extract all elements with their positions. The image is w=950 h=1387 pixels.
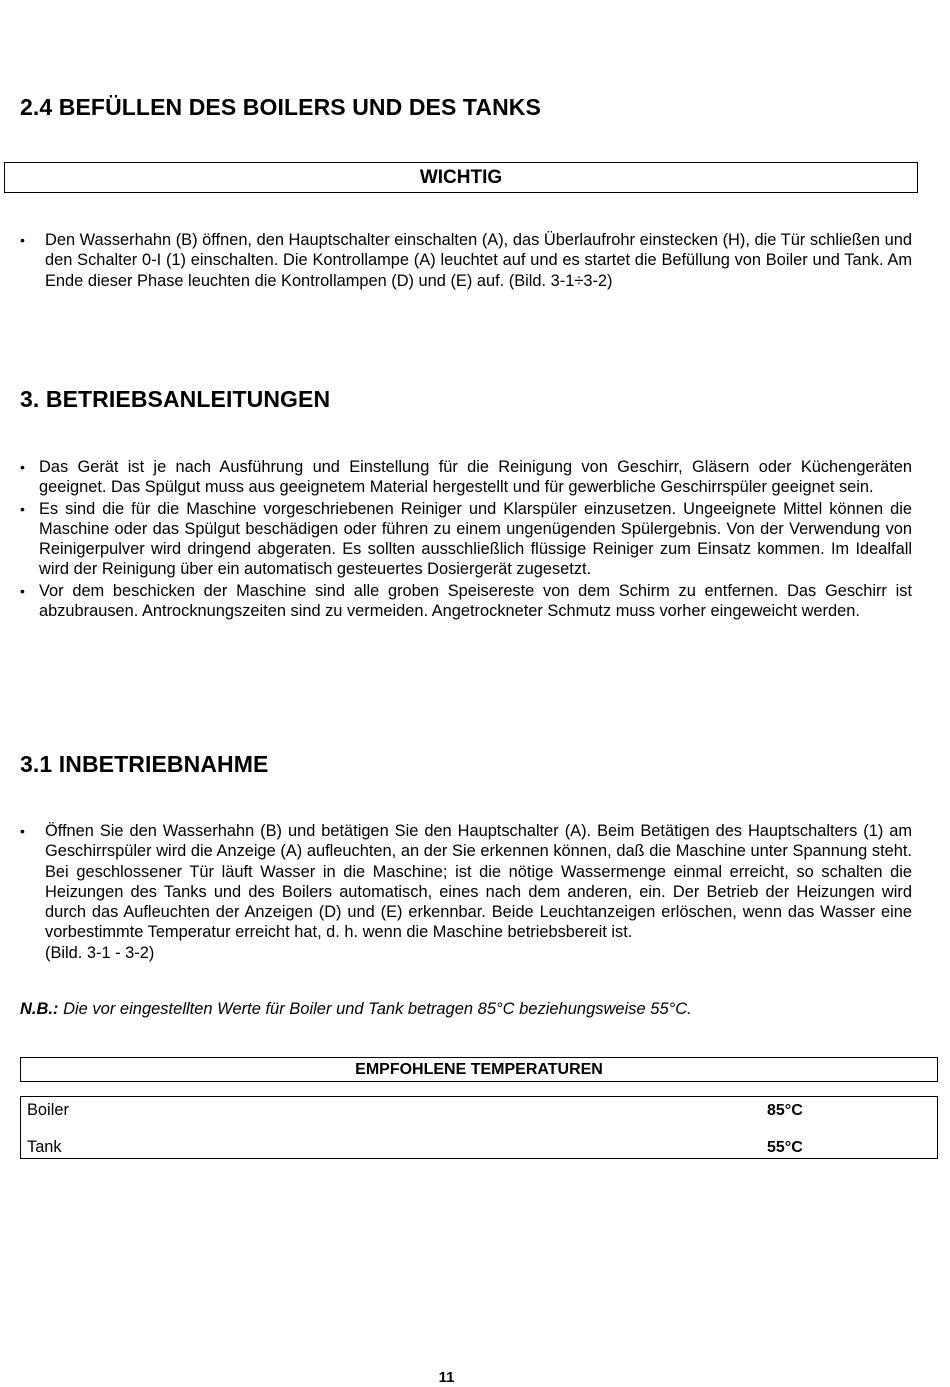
- figure-reference: (Bild. 3-1 - 3-2): [45, 943, 155, 962]
- section-2-4-heading: 2.4 BEFÜLLEN DES BOILERS UND DES TANKS: [20, 94, 541, 120]
- temperature-label-tank: Tank: [27, 1138, 62, 1156]
- section-3-heading: 3. BETRIEBSANLEITUNGEN: [20, 386, 331, 412]
- bullet-icon: •: [20, 582, 25, 599]
- list-item: [20, 457, 912, 498]
- list-item-text: Das Gerät ist je nach Ausführung und Einstellung für die Reinigung von Geschirr, Gläsern oder Küchengeräten geeignet. Das Spülgut muss aus geeignetem Material hergestellt und für gewerbliche Geschirrspüler geeignet sein.: [39, 458, 912, 497]
- bullet-icon: •: [20, 823, 25, 839]
- list-item: [20, 230, 912, 291]
- section-3-1-heading: 3.1 INBETRIEBNAHME: [20, 751, 269, 777]
- section-3-1-list: [20, 821, 912, 963]
- list-item-text: Es sind die für die Maschine vorgeschriebenen Reiniger und Klarspüler einzusetzen. Ungeeignete Mittel können die Maschine oder das Spülgut beschädigen oder führen zu einem ungenügenden Spülergebnis. Von der Verwendung von Reinigerpulver wird dringend abgeraten. Es sollten ausschließlich flüssige Reiniger zum Einsatz kommen. Im Idealfall wird der Reinigung über ein automatisch gesteuertes Dosiergerät zugesetzt.: [39, 499, 912, 579]
- list-item: [20, 821, 912, 963]
- note-text: Die vor eingestellten Werte für Boiler und Tank betragen 85°C beziehungsweise 55°C.: [58, 1000, 692, 1018]
- temperature-table-header: [20, 1057, 938, 1082]
- temperature-table-title: EMPFOHLENE TEMPERATUREN: [355, 1061, 603, 1078]
- section-2-4-list: [20, 230, 912, 291]
- temperature-value-boiler: 85°C: [767, 1102, 803, 1119]
- list-item-text: Den Wasserhahn (B) öffnen, den Hauptschalter einschalten (A), das Überlaufrohr einstecken (H), die Tür schließen und den Schalter 0-I (1) einschalten. Die Kontrollampe (A) leuchtet auf und es startet die Befüllung von Boiler und Tank. Am Ende dieser Phase leuchten die Kontrollampen (D) und (E) auf. (Bild. 3-1÷3-2): [45, 231, 912, 290]
- temperature-label-boiler: Boiler: [27, 1101, 69, 1119]
- wichtig-title: WICHTIG: [419, 167, 503, 188]
- note: [20, 1000, 692, 1019]
- list-item: [20, 499, 912, 580]
- bullet-icon: •: [20, 500, 25, 517]
- list-item-text: Vor dem beschicken der Maschine sind alle groben Speisereste von dem Schirm zu entfernen. Das Geschirr ist abzubrausen. Antrocknungszeiten sind zu vermeiden. Angetrockneter Schmutz muss vorher eingeweicht werden.: [39, 581, 912, 621]
- bullet-icon: •: [20, 232, 25, 248]
- wichtig-box: [4, 162, 918, 193]
- note-label: N.B.:: [20, 1000, 59, 1018]
- list-item-text: Öffnen Sie den Wasserhahn (B) und betätigen Sie den Hauptschalter (A). Beim Betätigen des Hauptschalters (1) am Geschirrspüler wird die Anzeige (A) aufleuchten, an der Sie erkennen können, daß die Maschine unter Spannung steht. Bei geschlossener Tür läuft Wasser in die Maschine; ist die nötige Wassermenge einmal erreicht, so schalten die Heizungen des Tanks und des Boilers automatisch, eines nach dem anderen, ein. Der Betrieb der Heizungen wird durch das Aufleuchten der Anzeigen (D) und (E) erkennbar. Beide Leuchtanzeigen erlöschen, wenn das Wasser eine vorbestimmte Temperatur erreicht hat, d. h. wenn die Maschine betriebsbereit ist.: [45, 822, 912, 942]
- temperature-table: [20, 1096, 938, 1159]
- section-3-list: [20, 457, 912, 621]
- page-number: 11: [438, 1369, 455, 1386]
- list-item: [20, 581, 912, 622]
- bullet-icon: •: [20, 459, 25, 475]
- temperature-value-tank: 55°C: [767, 1139, 803, 1156]
